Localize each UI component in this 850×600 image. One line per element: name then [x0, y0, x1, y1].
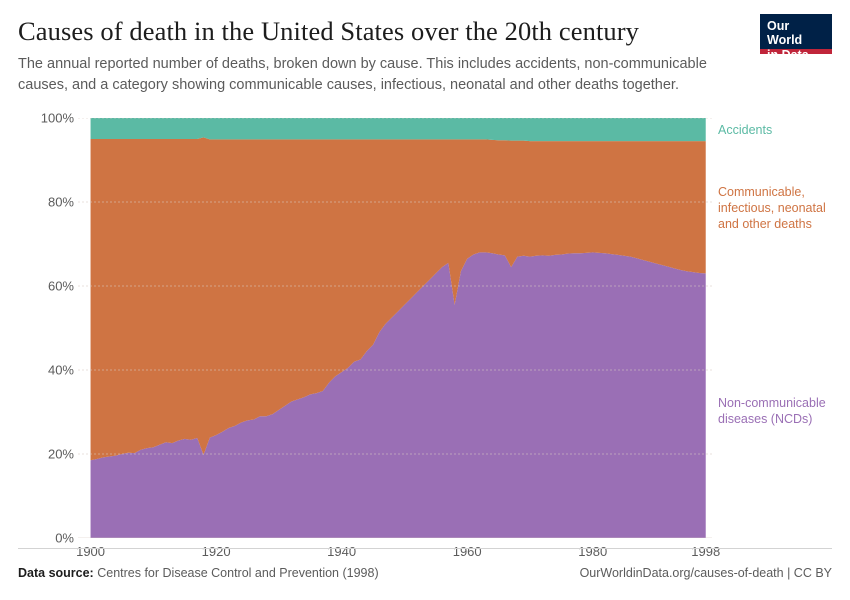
chart-footer — [18, 548, 832, 588]
stacked-area-plot[interactable] — [78, 118, 712, 538]
data-source — [18, 566, 379, 580]
attribution[interactable]: OurWorldinData.org/causes-of-death | CC BY — [579, 566, 832, 580]
our-world-in-data-logo[interactable] — [760, 14, 832, 62]
data-source-label: Data source: — [18, 566, 94, 580]
page-subtitle: The annual reported number of deaths, broken down by cause. This includes accidents, non-communicable causes, and a category showing communicable causes, infectious, neonatal and other deaths together. — [18, 56, 707, 94]
y-axis-tick: 20% — [47, 446, 74, 462]
series-label-ncds: Non-communicable diseases (NCDs) — [718, 395, 826, 426]
series-label-communicable: Communicable, infectious, neonatal and other deaths — [718, 184, 826, 231]
x-axis-tick: 1900 — [76, 543, 106, 559]
chart-area — [18, 110, 832, 560]
logo-line-1: Our World — [767, 19, 803, 48]
y-axis-tick: 100% — [40, 110, 74, 126]
x-axis-tick: 1980 — [578, 543, 608, 559]
y-axis — [18, 110, 74, 546]
y-axis-tick: 40% — [47, 362, 74, 378]
area-series-group — [91, 118, 706, 538]
logo-line-2: in Data — [767, 47, 809, 62]
page-title: Causes of death in the United States over the 20th century — [18, 16, 640, 46]
y-axis-tick: 60% — [47, 278, 74, 294]
chart-header — [18, 16, 832, 96]
area-series[interactable] — [91, 118, 706, 141]
series-label-accidents: Accidents — [718, 122, 773, 137]
plot-svg — [78, 118, 712, 538]
x-axis-tick: 1960 — [452, 543, 482, 559]
x-axis-tick: 1920 — [201, 543, 231, 559]
x-axis-tick: 1940 — [327, 543, 357, 559]
y-axis-tick: 0% — [55, 530, 74, 546]
data-source-value: Centres for Disease Control and Prevention (1998) — [97, 566, 379, 580]
y-axis-tick: 80% — [47, 194, 74, 210]
x-axis-tick: 1998 — [691, 543, 721, 559]
